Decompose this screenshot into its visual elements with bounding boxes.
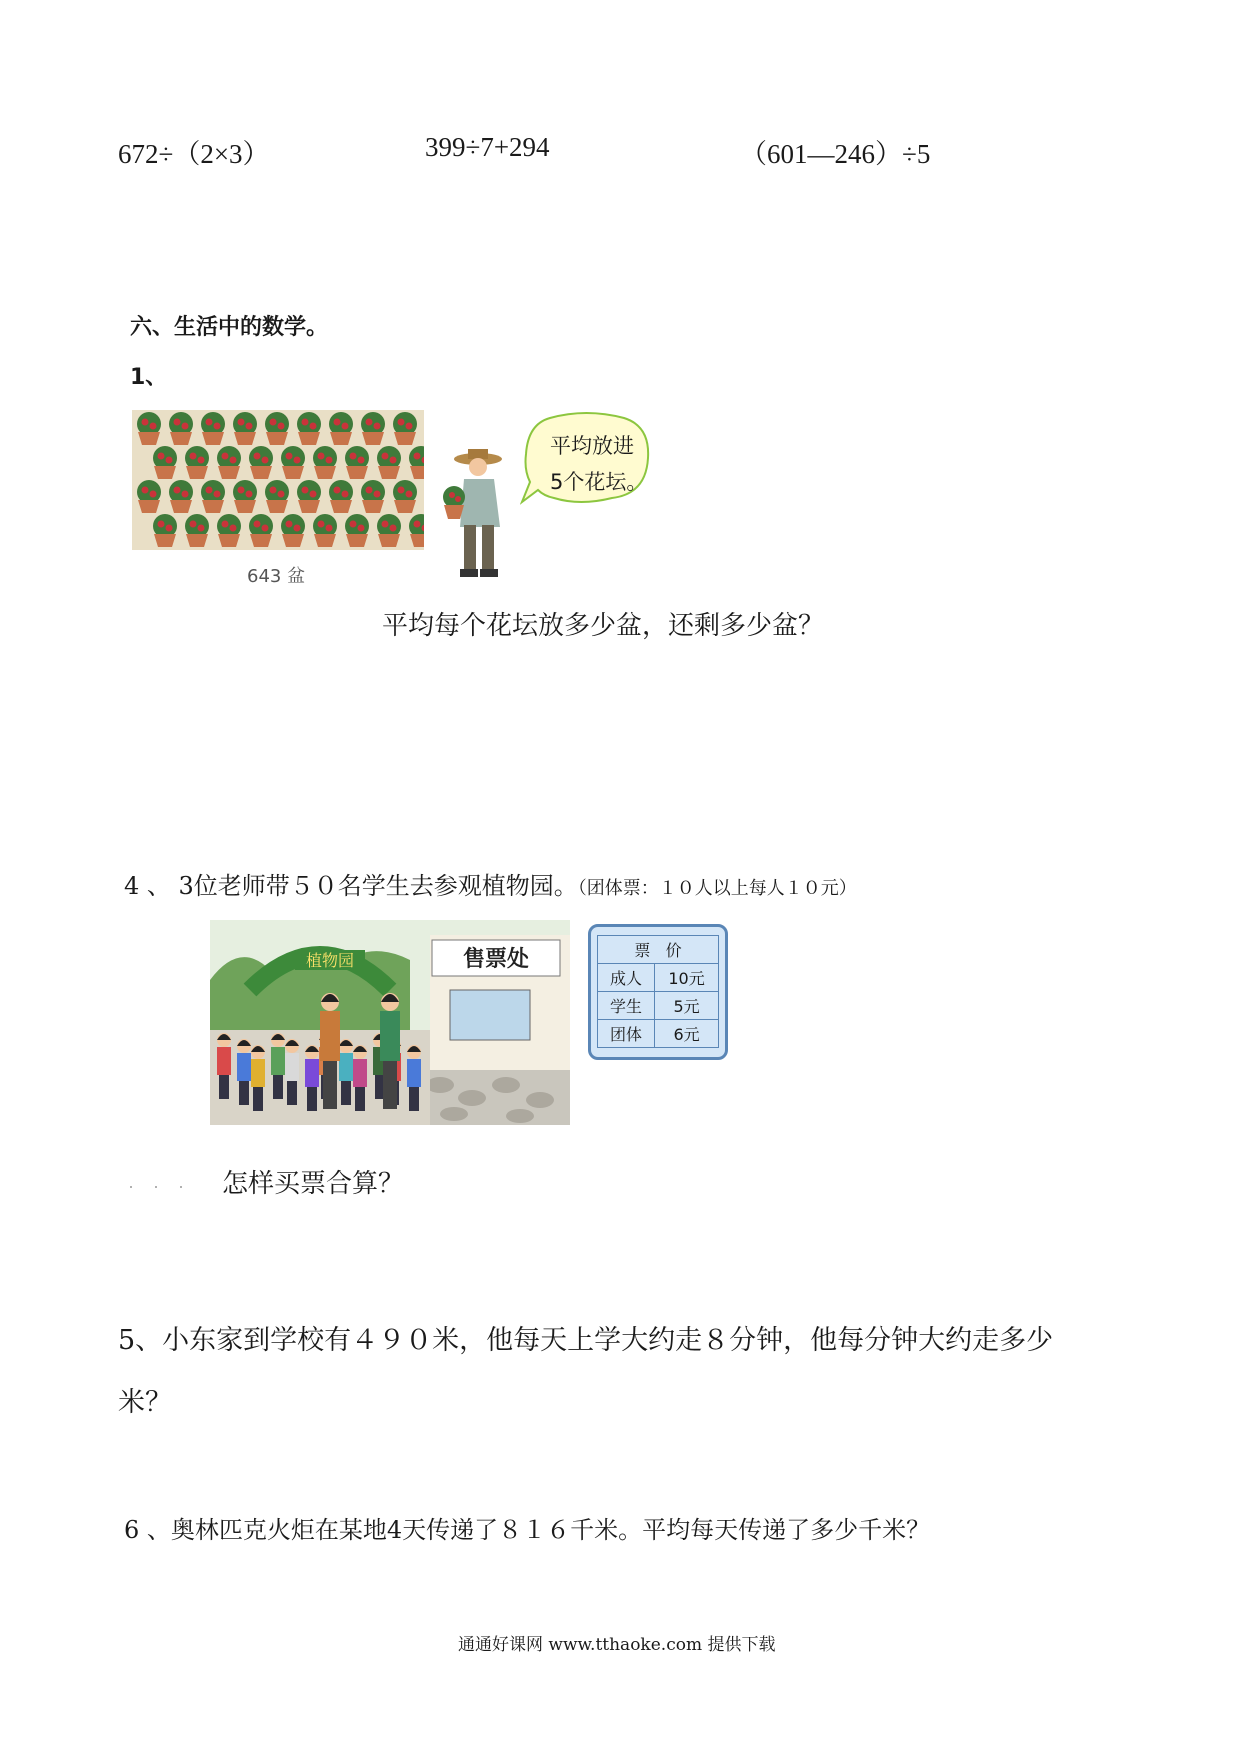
flower-pot xyxy=(169,412,193,445)
flower-pot xyxy=(217,514,241,547)
child-figure xyxy=(305,1045,319,1111)
child-figure xyxy=(237,1039,251,1105)
price-label: 成人 xyxy=(598,964,655,992)
flower-pot xyxy=(361,480,385,513)
expression-1: 672÷（2×3） xyxy=(118,139,270,169)
child-figure xyxy=(271,1033,285,1099)
flower-pot xyxy=(201,412,225,445)
flower-pot xyxy=(137,480,161,513)
price-row xyxy=(598,992,719,1020)
flower-pot xyxy=(329,480,353,513)
price-table-header-1: 票 xyxy=(634,941,651,960)
child-figure xyxy=(407,1045,421,1111)
question-4-text xyxy=(124,866,857,901)
flower-pot xyxy=(233,480,257,513)
child-figure xyxy=(353,1045,367,1111)
question-1-number: 1、 xyxy=(130,365,168,390)
flower-pot xyxy=(361,412,385,445)
question-5-line-1: 5、小东家到学校有４９０米，他每天上学大约走８分钟，他每分钟大约走多少 xyxy=(118,1325,1054,1356)
flower-pot xyxy=(185,446,209,479)
price-row xyxy=(598,1020,719,1048)
emphasis-dot xyxy=(155,1186,157,1188)
price-table xyxy=(588,924,728,1060)
question-6-text: 6 、奥林匹克火炬在某地4天传递了８１６千米。平均每天传递了多少千米？ xyxy=(124,1516,931,1544)
bubble-line-2: 5个花坛。 xyxy=(550,470,648,494)
flower-pot xyxy=(137,412,161,445)
footer-text: 通通好课网 www.tthaoke.com 提供下载 xyxy=(458,1635,776,1655)
flower-pot xyxy=(233,412,257,445)
bubble-line-1: 平均放进 xyxy=(550,434,634,458)
flower-pot xyxy=(201,480,225,513)
price-table-header-2: 价 xyxy=(665,941,682,960)
botanical-garden-illustration xyxy=(210,920,570,1125)
flower-pots-illustration xyxy=(132,410,424,550)
flower-pot xyxy=(297,480,321,513)
emphasis-dot xyxy=(130,1186,132,1188)
flower-pot xyxy=(169,480,193,513)
flower-pot xyxy=(281,446,305,479)
flower-pot xyxy=(217,446,241,479)
question-1-text: 平均每个花坛放多少盆，还剩多少盆？ xyxy=(382,611,825,641)
flower-pot xyxy=(329,412,353,445)
flower-pot xyxy=(377,446,401,479)
emphasis-dot xyxy=(180,1186,182,1188)
child-figure xyxy=(285,1039,299,1105)
question-4-note: （团体票：１０人以上每人１０元） xyxy=(577,878,857,899)
child-figure xyxy=(251,1045,265,1111)
flower-pot xyxy=(377,514,401,547)
price-label: 学生 xyxy=(598,992,655,1020)
price-label: 团体 xyxy=(598,1020,655,1048)
flower-pot xyxy=(265,412,289,445)
question-4-main: 4 、 3位老师带５０名学生去参观植物园。 xyxy=(124,872,578,900)
expression-2: 399÷7+294 xyxy=(425,132,550,162)
flower-pot xyxy=(393,412,417,445)
question-4-sub-question: 怎样买票合算？ xyxy=(222,1169,405,1199)
flower-pot xyxy=(313,446,337,479)
child-figure xyxy=(339,1039,353,1105)
flower-pot xyxy=(249,514,273,547)
price-row xyxy=(598,964,719,992)
child-figure xyxy=(217,1033,231,1099)
expression-3: （601—246）÷5 xyxy=(740,139,931,169)
flower-pot xyxy=(153,514,177,547)
pot-count-label: 643 盆 xyxy=(247,566,306,587)
flower-pot xyxy=(185,514,209,547)
gate-sign-text: 植物园 xyxy=(305,951,355,970)
booth-sign-text: 售票处 xyxy=(462,947,530,972)
section-title: 六、生活中的数学。 xyxy=(130,315,329,340)
price-value: 10元 xyxy=(655,964,719,992)
flower-pot xyxy=(281,514,305,547)
question-5-line-2: 米？ xyxy=(118,1387,172,1418)
flower-pot xyxy=(153,446,177,479)
flower-pot xyxy=(345,446,369,479)
flower-pot xyxy=(393,480,417,513)
flower-pot xyxy=(297,412,321,445)
flower-pot xyxy=(265,480,289,513)
flower-pot xyxy=(313,514,337,547)
gardener-illustration xyxy=(440,445,520,583)
price-value: 5元 xyxy=(655,992,719,1020)
flower-pot xyxy=(345,514,369,547)
price-value: 6元 xyxy=(655,1020,719,1048)
flower-pot xyxy=(249,446,273,479)
